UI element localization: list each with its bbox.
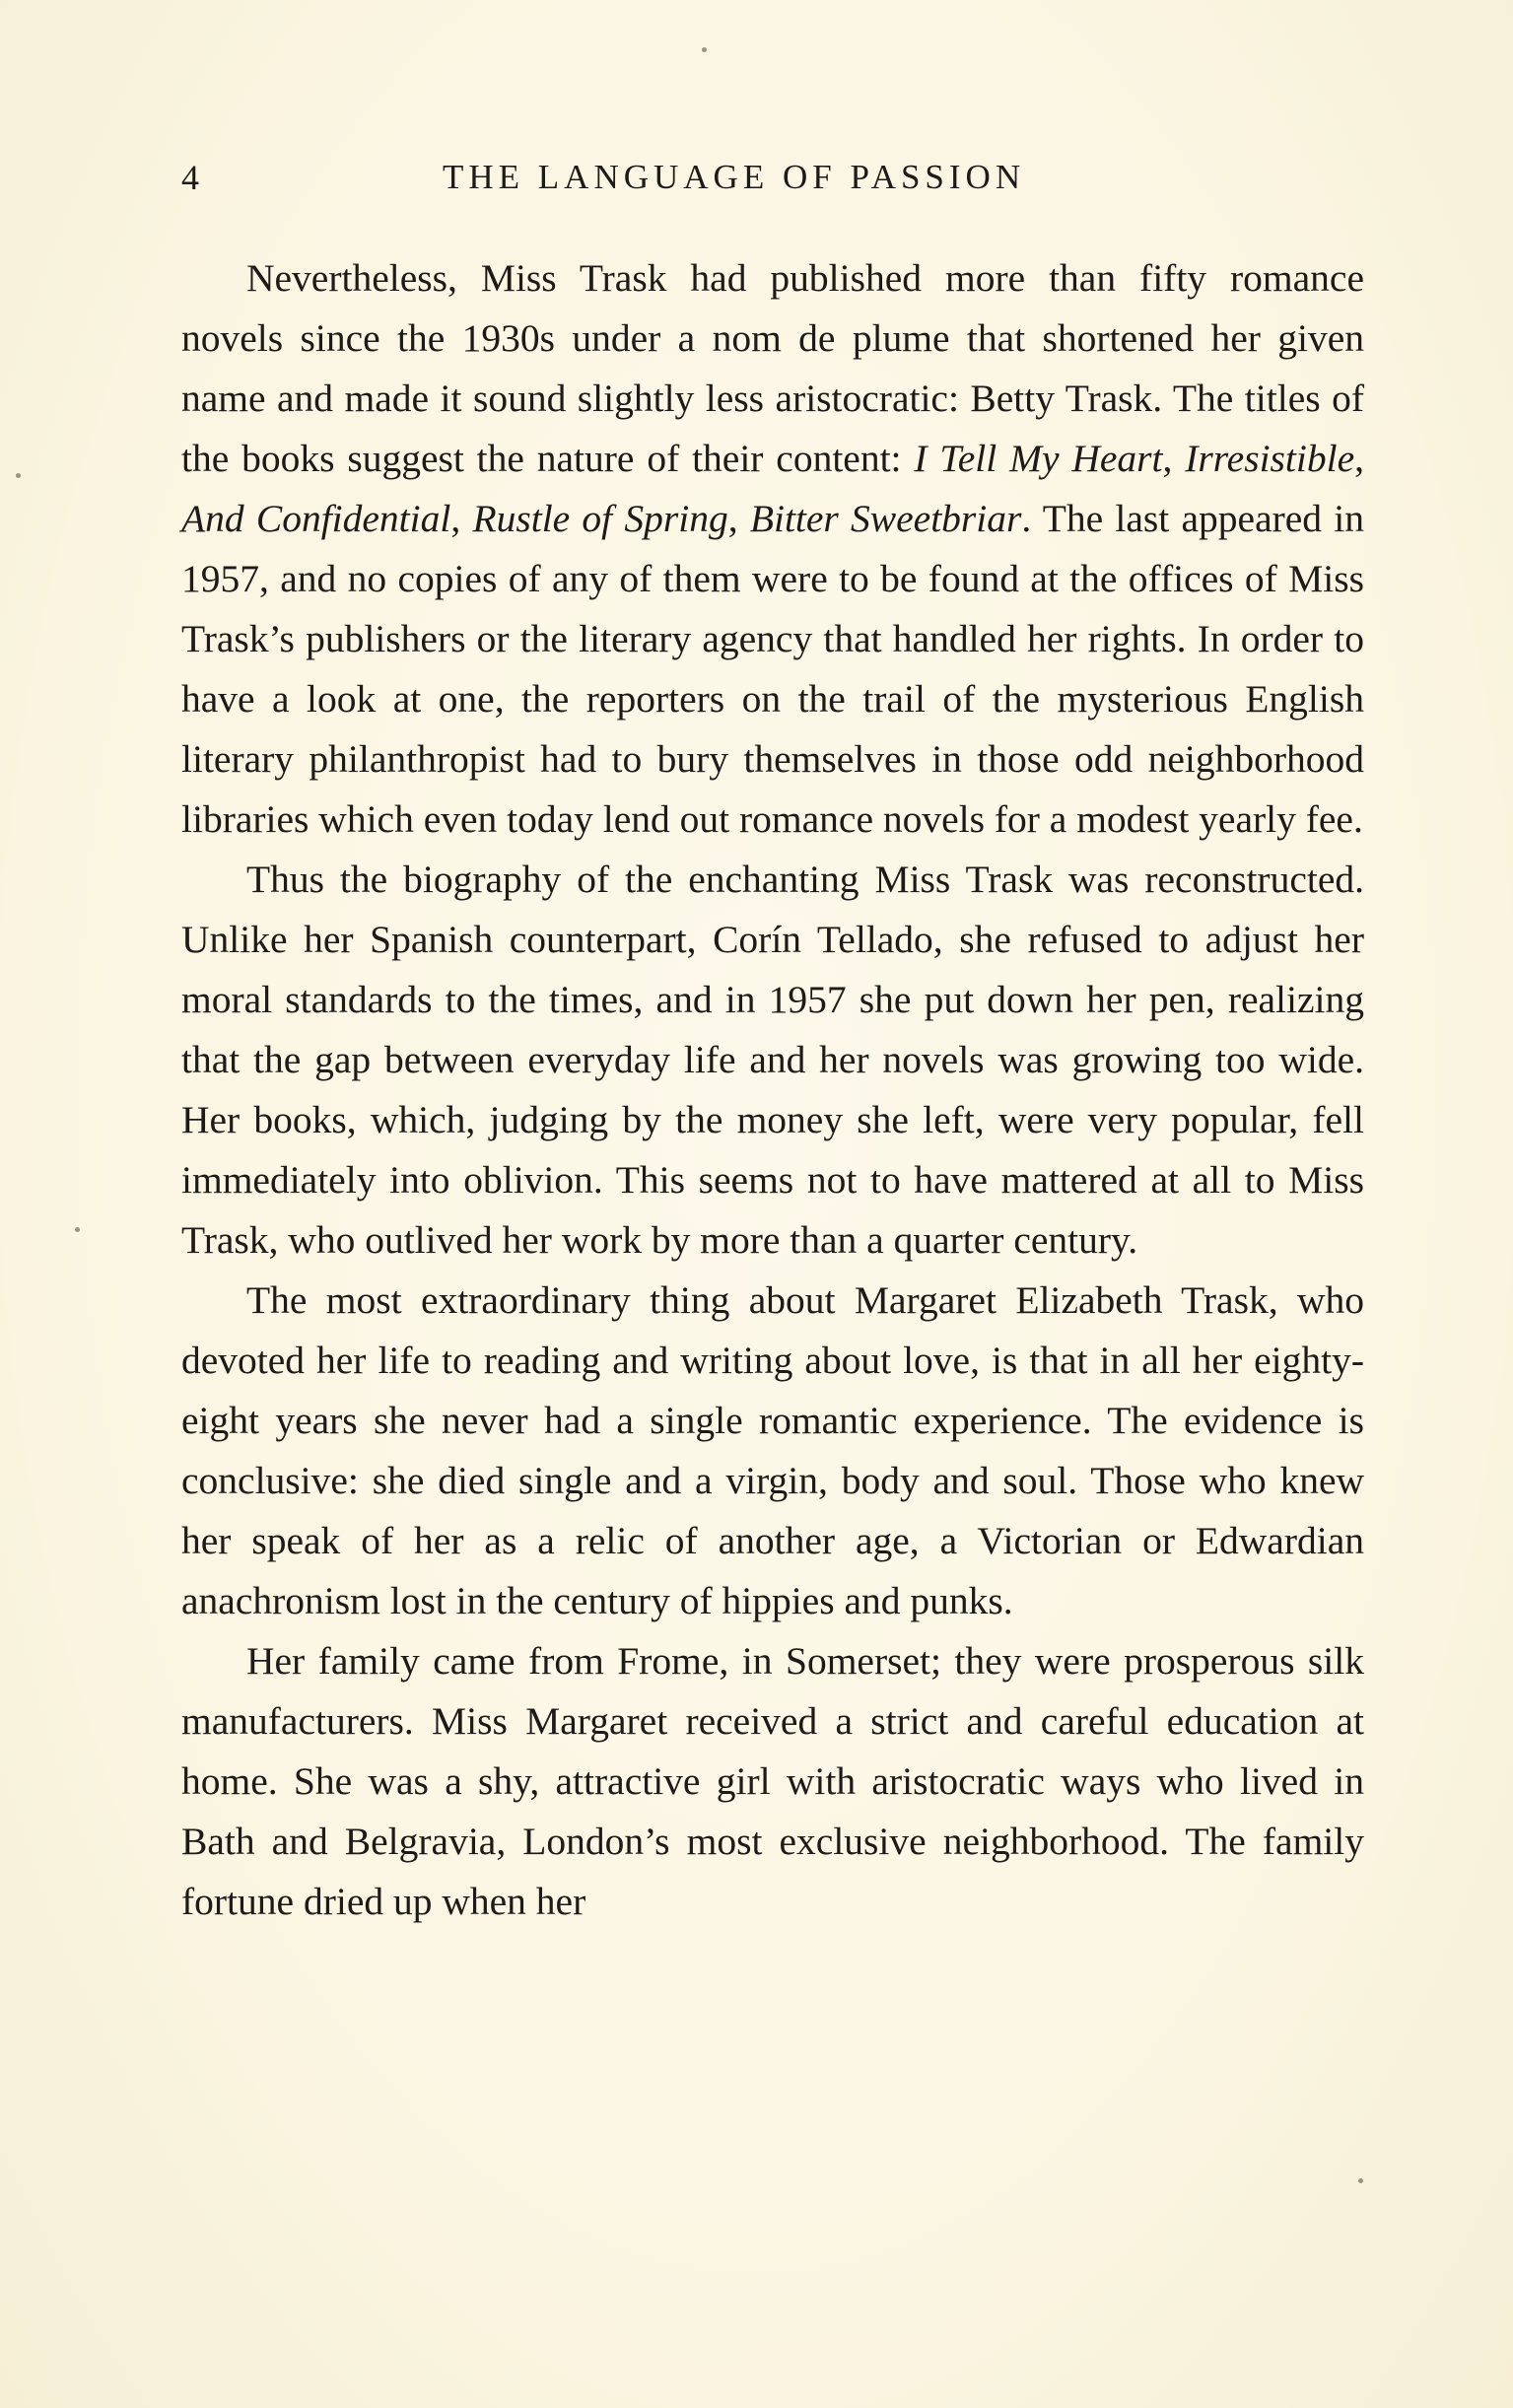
text-segment: ,	[1162, 437, 1186, 480]
paragraph	[181, 248, 1364, 850]
scan-speck	[16, 473, 21, 478]
text-segment: Her family came from Frome, in Somerset; they were prosperous silk manufacturers. Miss Margaret received a strict and careful education at home. She was a shy, attractive girl with aristocratic ways who lived in Bath and Belgravia, London’s most exclusive neighborhood. The family fortune dried up when her	[181, 1639, 1364, 1923]
running-title: THE LANGUAGE OF PASSION	[443, 158, 1026, 196]
book-title: Rustle of Spring	[472, 497, 728, 540]
book-title: Irresistible	[1185, 437, 1355, 480]
paragraph	[181, 850, 1364, 1271]
scan-speck	[702, 47, 707, 52]
scan-speck	[75, 1227, 80, 1232]
text-segment: ,	[1354, 437, 1364, 480]
book-title: I Tell My Heart	[914, 437, 1163, 480]
text-segment: . The last appeared in 1957, and no copies of any of them were to be found at the offices of Miss Trask’s publishers or the literary agency that handled her rights. In order to have a look at one, the reporters on the trail of the mysterious English literary philanthropist had to bury themselves in those odd neighborhood libraries which even today lend out romance novels for a modest yearly fee.	[181, 497, 1364, 841]
scan-speck	[1358, 2178, 1363, 2183]
text-segment: ,	[450, 497, 473, 540]
paragraph	[181, 1271, 1364, 1631]
paragraph	[181, 1631, 1364, 1932]
text-segment: ,	[727, 497, 750, 540]
running-head	[181, 150, 1364, 209]
text-segment: The most extraordinary thing about Margaret Elizabeth Trask, who devoted her life to reading and writing about love, is that in all her eighty-eight years she never had a single romantic experience. The evidence is conclusive: she died single and a virgin, body and soul. Those who knew her speak of her as a relic of another age, a Victorian or Edwardian anachronism lost in the century of hippies and punks.	[181, 1278, 1364, 1622]
book-title: Bitter Sweetbriar	[749, 497, 1022, 540]
book-title: And Confidential	[181, 497, 451, 540]
page-number: 4	[181, 158, 199, 197]
body-text	[181, 248, 1364, 1932]
text-segment: Thus the biography of the enchanting Miss Trask was reconstructed. Unlike her Spanish counterpart, Corín Tellado, she refused to adjust her moral standards to the times, and in 1957 she put down her pen, realizing that the gap between everyday life and her novels was growing too wide. Her books, which, judging by the money she left, were very popular, fell immediately into oblivion. This seems not to have mattered at all to Miss Trask, who outlived her work by more than a quarter century.	[181, 858, 1364, 1262]
text-segment: Nevertheless, Miss Trask had published more than fifty romance novels since the 1930s under a nom de plume that shortened her given name and made it sound slightly less aristocratic: Betty Trask. The titles of the books suggest the nature of their content:	[181, 256, 1364, 480]
